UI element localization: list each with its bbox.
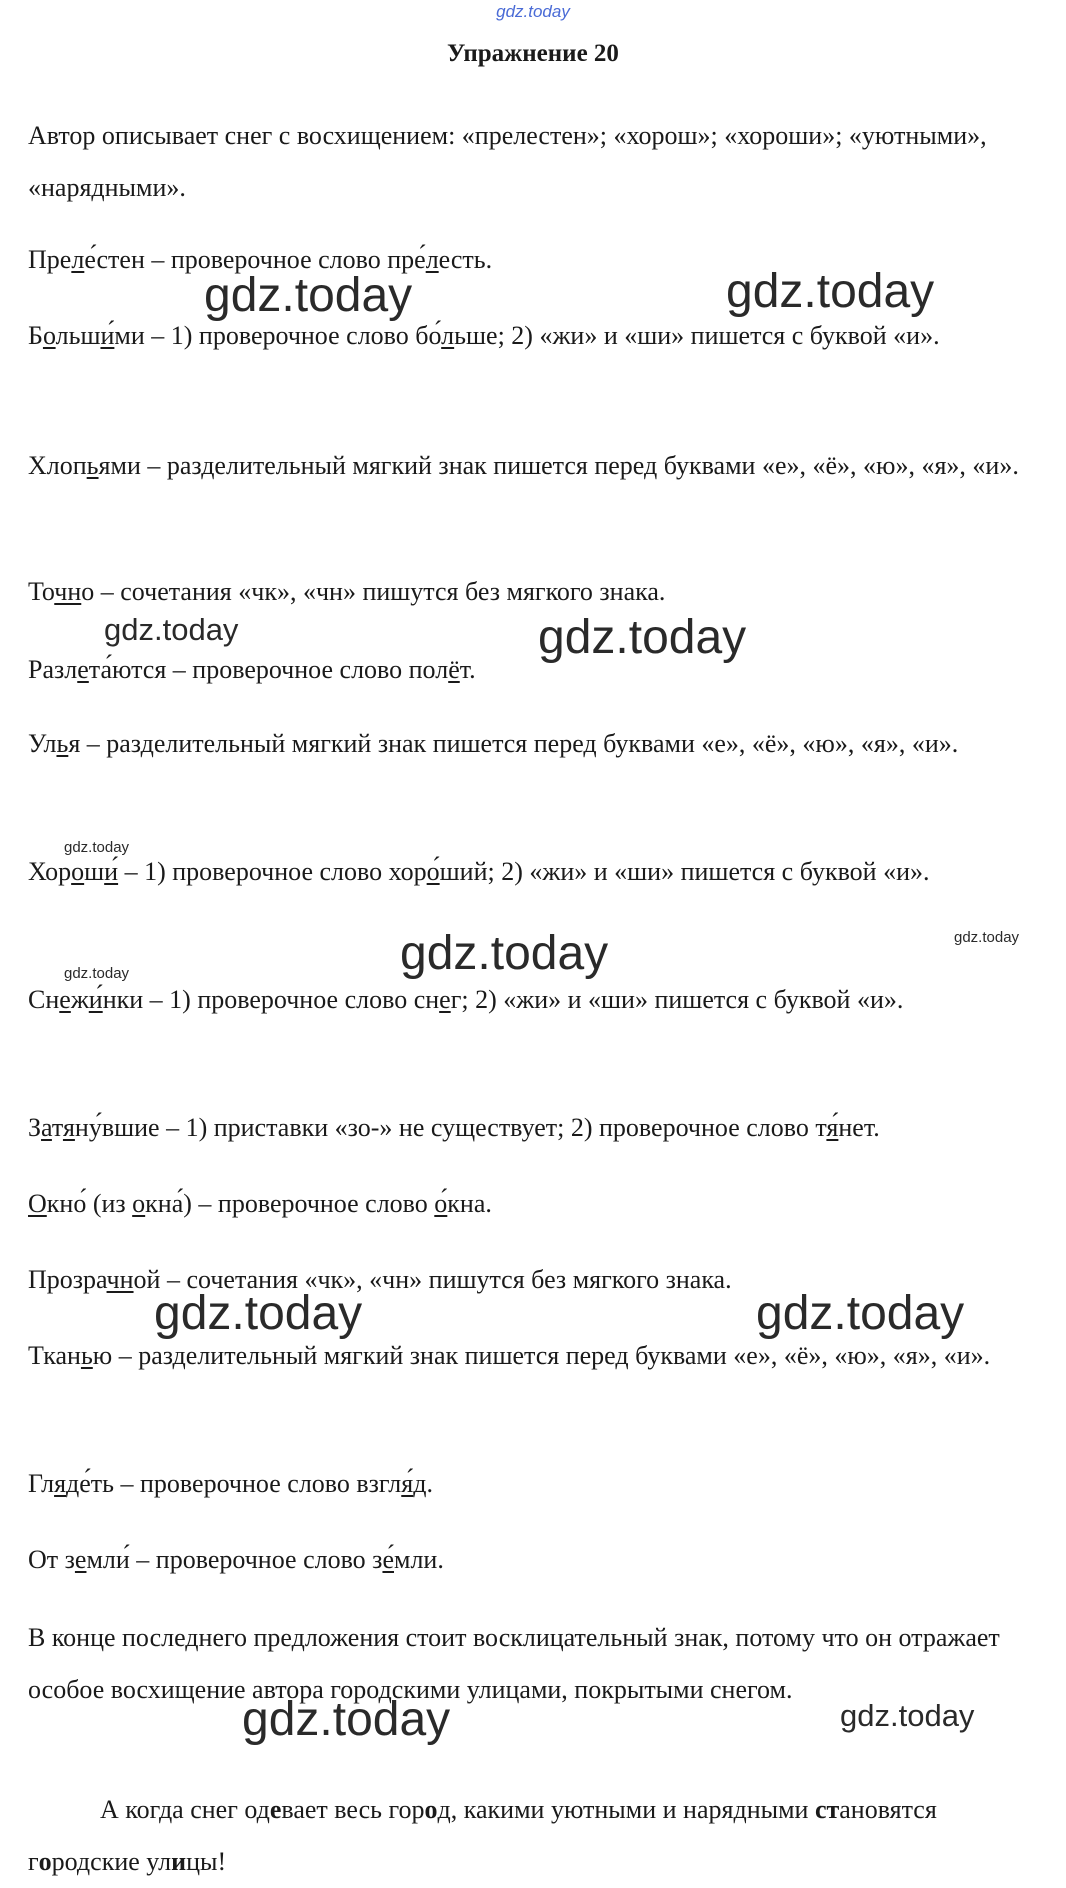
watermark: gdz.today (756, 1287, 965, 1340)
paragraph-tkanyu: Тканью – разделительный мягкий знак пишется перед буквами «е», «ё», «ю», «я», «и». (28, 1341, 991, 1370)
paragraph-ulya: Улья – разделительный мягкий знак пишется перед буквами «е», «ё», «ю», «я», «и». (28, 729, 959, 758)
watermark: gdz.today (64, 965, 130, 982)
watermark: gdz.today (204, 269, 413, 322)
paragraph-intro: Автор описывает снег с восхищением: «прелестен»; «хорош»; «хороши»; «уютными», «нарядными». (28, 121, 987, 202)
site-watermark-top: gdz.today (496, 2, 570, 21)
watermark: gdz.today (840, 1698, 975, 1733)
paragraph-tochno: Точно – сочетания «чк», «чн» пишутся без мягкого знака. (28, 577, 666, 606)
watermark: gdz.today (64, 839, 130, 856)
paragraph-prelesten: Преле́стен – проверочное слово пре́лесть. (28, 245, 493, 274)
watermark: gdz.today (954, 929, 1020, 946)
paragraph-conclusion: В конце последнего предложения стоит восклицательный знак, потому что он отражает особое восхищение автора городскими улицами, покрытыми снегом. (28, 1623, 1000, 1704)
watermark: gdz.today (242, 1693, 451, 1746)
paragraph-example-sentence: А когда снег одевает весь город, какими уютными и нарядными становятся городские улицы! (28, 1795, 937, 1876)
paragraph-hlopyami: Хлопьями – разделительный мягкий знак пишется перед буквами «е», «ё», «ю», «я», «и». (28, 451, 1019, 480)
paragraph-snezhinki: Снежи́нки – 1) проверочное слово снег; 2) «жи» и «ши» пишется с буквой «и». (28, 985, 904, 1014)
paragraph-okno: Окно́ (из окна́) – проверочное слово о́кна. (28, 1189, 492, 1218)
paragraph-razletayutsya: Разлета́ются – проверочное слово полёт. (28, 655, 476, 684)
paragraph-glyadet: Гляде́ть – проверочное слово взгля́д. (28, 1469, 433, 1498)
paragraph-prozrachnoy: Прозрачной – сочетания «чк», «чн» пишутся без мягкого знака. (28, 1265, 732, 1294)
paragraph-zatyanuvshie: Затяну́вшие – 1) приставки «зо-» не существует; 2) проверочное слово тя́нет. (28, 1113, 880, 1142)
paragraph-bolshimi: Больши́ми – 1) проверочное слово бо́льше; 2) «жи» и «ши» пишется с буквой «и». (28, 321, 940, 350)
paragraph-ot-zemli: От земли́ – проверочное слово зе́мли. (28, 1545, 444, 1574)
watermark: gdz.today (154, 1287, 363, 1340)
watermark: gdz.today (726, 265, 935, 318)
paragraph-horoshi: Хороши́ – 1) проверочное слово хоро́ший; 2) «жи» и «ши» пишется с буквой «и». (28, 857, 930, 886)
watermark: gdz.today (104, 612, 239, 647)
watermark: gdz.today (400, 927, 609, 980)
watermark: gdz.today (538, 611, 747, 664)
page-title: Упражнение 20 (447, 40, 619, 67)
